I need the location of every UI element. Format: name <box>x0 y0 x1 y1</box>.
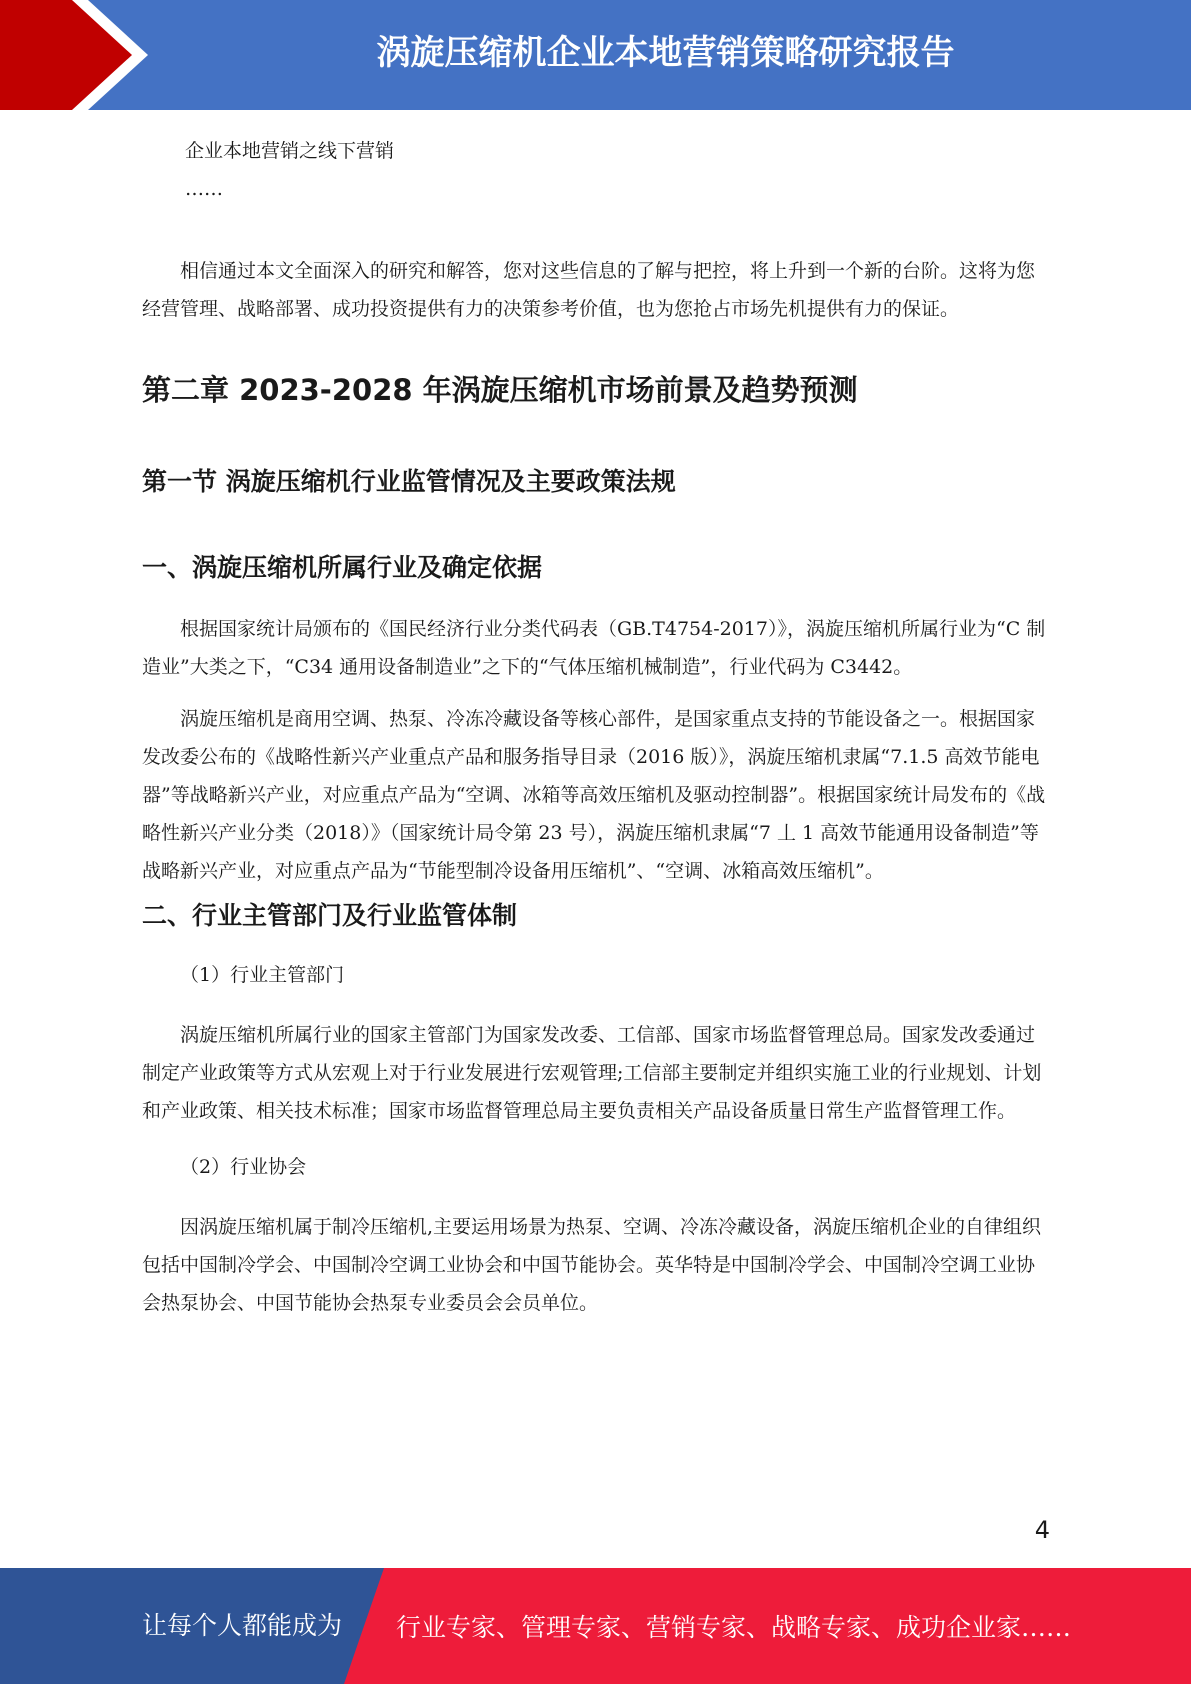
footer-slogan-left: 让每个人都能成为 <box>142 1611 343 1640</box>
chapter-title: 第二章 2023-2028 年涡旋压缩机市场前景及趋势预测 <box>142 373 858 407</box>
paragraph-association: 因涡旋压缩机属于制冷压缩机,主要运用场景为热泵、空调、冷冻冷藏设备，涡旋压缩机企业的自律组织包括中国制冷学会、中国制冷空调工业协会和中国节能协会。英华特是中国制冷学会、中国制冷空调工业协会热泵协会、中国节能协会热泵专业委员会会员单位。 <box>142 1216 1042 1314</box>
section-title: 第一节 涡旋压缩机行业监管情况及主要政策法规 <box>142 467 676 496</box>
page-header <box>0 0 1191 110</box>
item-label-authority: （1）行业主管部门 <box>180 964 345 986</box>
paragraph-authority: 涡旋压缩机所属行业的国家主管部门为国家发改委、工信部、国家市场监督管理总局。国家发改委通过制定产业政策等方式从宏观上对于行业发展进行宏观管理;工信部主要制定并组织实施工业的行业规划、计划和产业政策、相关技术标准；国家市场监督管理总局主要负责相关产品设备质量日常生产监督管理工作。 <box>142 1024 1042 1122</box>
item-label-association: （2）行业协会 <box>180 1156 307 1178</box>
subsection-title-2: 二、行业主管部门及行业监管体制 <box>142 901 518 930</box>
subsection-title-1: 一、涡旋压缩机所属行业及确定依据 <box>142 553 543 582</box>
header-title: 涡旋压缩机企业本地营销策略研究报告 <box>376 33 955 73</box>
intro-paragraph: 相信通过本文全面深入的研究和解答，您对这些信息的了解与把控，将上升到一个新的台阶。这将为您经营管理、战略部署、成功投资提供有力的决策参考价值，也为您抢占市场先机提供有力的保证。 <box>142 260 1036 320</box>
header-arrow-decoration <box>0 0 180 110</box>
page-number: 4 <box>1034 1516 1050 1544</box>
page-content <box>142 132 1047 1322</box>
footer-slogan-right: 行业专家、管理专家、营销专家、战略专家、成功企业家…… <box>396 1613 1072 1642</box>
page-footer <box>0 1568 1191 1684</box>
paragraph-strategic-industry: 涡旋压缩机是商用空调、热泵、冷冻冷藏设备等核心部件，是国家重点支持的节能设备之一。根据国家发改委公布的《战略性新兴产业重点产品和服务指导目录（2016 版）》，涡旋压缩机隶属“7.1.5 高效节能电器”等战略新兴产业，对应重点产品为“空调、冰箱等高效压缩机及驱动控制器”。根据国家统计局发布的《战略性新兴产业分类（2018）》（国家统计局令第 23 号），涡旋压缩机隶属“7 丄 1 高效节能通用设备制造”等战略新兴产业，对应重点产品为“节能型制冷设备用压缩机”、“空调、冰箱高效压缩机”。 <box>142 708 1046 882</box>
toc-ellipsis: …… <box>185 178 223 200</box>
paragraph-industry-classification: 根据国家统计局颁布的《国民经济行业分类代码表（GB.T4754-2017）》，涡旋压缩机所属行业为“C 制造业”大类之下，“C34 通用设备制造业”之下的“气体压缩机械制造”，行业代码为 C3442。 <box>142 618 1046 678</box>
toc-line: 企业本地营销之线下营销 <box>185 140 395 162</box>
